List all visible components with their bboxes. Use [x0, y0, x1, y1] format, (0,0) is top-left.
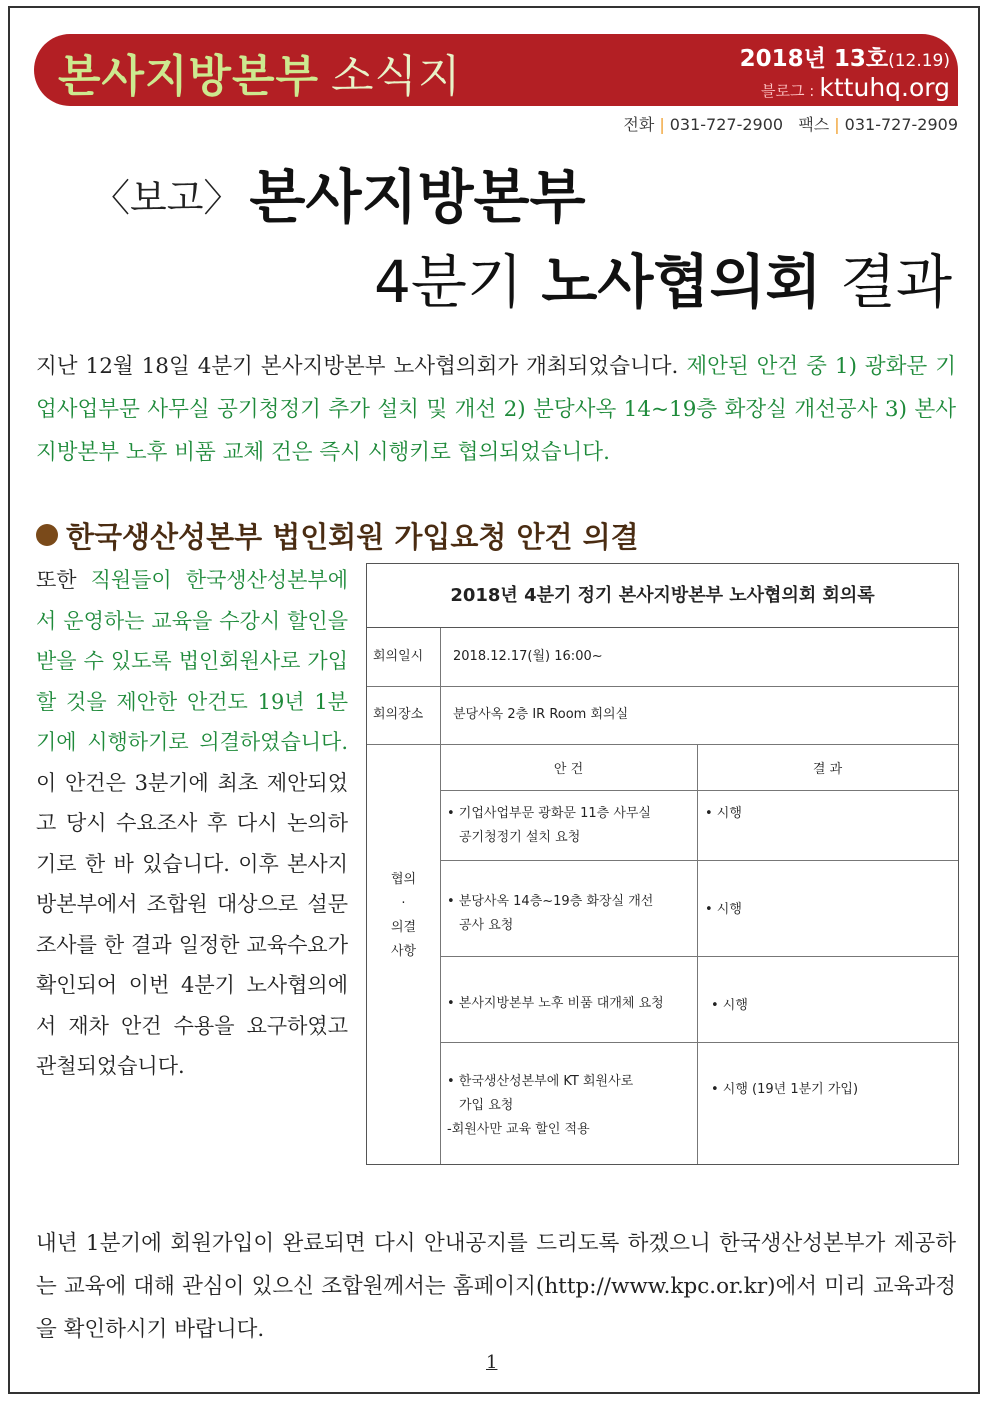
headline-line-1 [92, 150, 586, 234]
page-number: 1 [486, 1352, 498, 1373]
intro-green: 제안된 안건 중 1) 광화문 기업사업부문 사무실 공기청정기 추가 설치 및 개선 2) 분당사옥 14~19층 화장실 개선공사 3) 본사지방본부 노후 비품 교체 건은 즉시 시행키로 협의되었습니다. [36, 354, 956, 465]
column-header-result: 결 과 [812, 762, 843, 777]
section-title: 한국생산성본부 법인회원 가입요청 안건 의결 [66, 520, 639, 554]
headline-line-2 [374, 235, 952, 319]
section-heading [36, 515, 639, 556]
intro-paragraph [36, 345, 956, 474]
headline-tag: 〈보고〉 [92, 176, 242, 220]
agenda-row-1-item: • 기업사업부문 광화문 11층 사무실 공기청정기 설치 요청 [447, 806, 651, 845]
newsletter-title [58, 40, 462, 104]
agenda-row-3-item: • 본사지방본부 노후 비품 대개체 요청 [447, 996, 664, 1011]
agenda-label: 협의 · 의결 사항 [390, 872, 417, 959]
blog-link[interactable] [761, 73, 950, 102]
section-body [36, 560, 348, 1087]
headline-prefix: 4분기 [373, 248, 523, 316]
minutes-table [366, 563, 959, 1165]
section-body-rest: 이 안건은 3분기에 최초 제안되었고 당시 수요조사 후 다시 논의하기로 한 바 있습니다. 이후 본사지방본부에서 조합원 대상으로 설문조사를 한 결과 일정한 교육수요가 확인되어 이번 4분기 노사협의에서 재차 안건 수용을 요구하였고 관철되었습니다. [36, 770, 348, 1078]
issue-main: 2018년 13호 [739, 46, 889, 72]
headline-main: 본사지방본부 [249, 163, 586, 231]
meeting-place-value: 분당사옥 2층 IR Room 회의실 [453, 707, 629, 722]
agenda-row-4-item: • 한국생산성본부에 KT 회원사로 가입 요청 -회원사만 교육 할인 적용 [447, 1074, 634, 1137]
headline-bold: 노사협의회 [541, 248, 822, 316]
newsletter-title-thin: 소식지 [331, 51, 462, 102]
agenda-row-4-result: • 시행 (19년 1분기 가입) [711, 1082, 859, 1097]
blog-url[interactable]: kttuhq.org [819, 73, 950, 102]
bullet-dot [36, 524, 58, 546]
column-header-item: 안 건 [553, 762, 584, 777]
meeting-date-value: 2018.12.17(월) 16:00~ [453, 649, 603, 664]
phone-label: 전화 [623, 115, 655, 134]
agenda-row-2-result: • 시행 [705, 902, 742, 917]
minutes-title: 2018년 4분기 정기 본사지방본부 노사협의회 회의록 [367, 564, 958, 628]
section-body-green: 직원들이 한국생산성본부에서 운영하는 교육을 수강시 할인을 받을 수 있도록 법인회원사로 가입할 것을 제안한 안건도 19년 1분기에 시행하기로 의결하였습니다. [36, 568, 349, 754]
phone-number: 031-727-2900 [669, 115, 784, 134]
blog-label: 블로그 : [761, 82, 815, 100]
agenda-row-3-result: • 시행 [711, 998, 748, 1013]
agenda-row-2-item: • 분당사옥 14층~19층 화장실 개선 공사 요청 [447, 894, 654, 933]
meeting-date-label: 회의일시 [373, 649, 424, 664]
issue-number [740, 40, 950, 73]
meeting-place-label: 회의장소 [373, 707, 424, 722]
contact-info: 전화 | 031-727-2900 팩스 | 031-727-2909 [623, 115, 958, 134]
closing-paragraph: 내년 1분기에 회원가입이 완료되면 다시 안내공지를 드리도록 하겠으니 한국생산성본부가 제공하는 교육에 대해 관심이 있으신 조합원께서는 홈페이지(http://www.kpc.or.kr)에서 미리 교육과정을 확인하시기 바랍니다. [36, 1231, 956, 1342]
intro-plain: 지난 12월 18일 4분기 본사지방본부 노사협의회가 개최되었습니다. [36, 354, 687, 379]
section-body-start: 또한 [36, 568, 91, 592]
fax-label: 팩스 [798, 115, 830, 134]
newsletter-title-bold: 본사지방본부 [58, 51, 320, 102]
agenda-row-1-result: • 시행 [705, 806, 742, 821]
headline-suffix: 결과 [839, 248, 952, 316]
issue-date: (12.19) [888, 51, 950, 71]
fax-number: 031-727-2909 [844, 115, 958, 134]
